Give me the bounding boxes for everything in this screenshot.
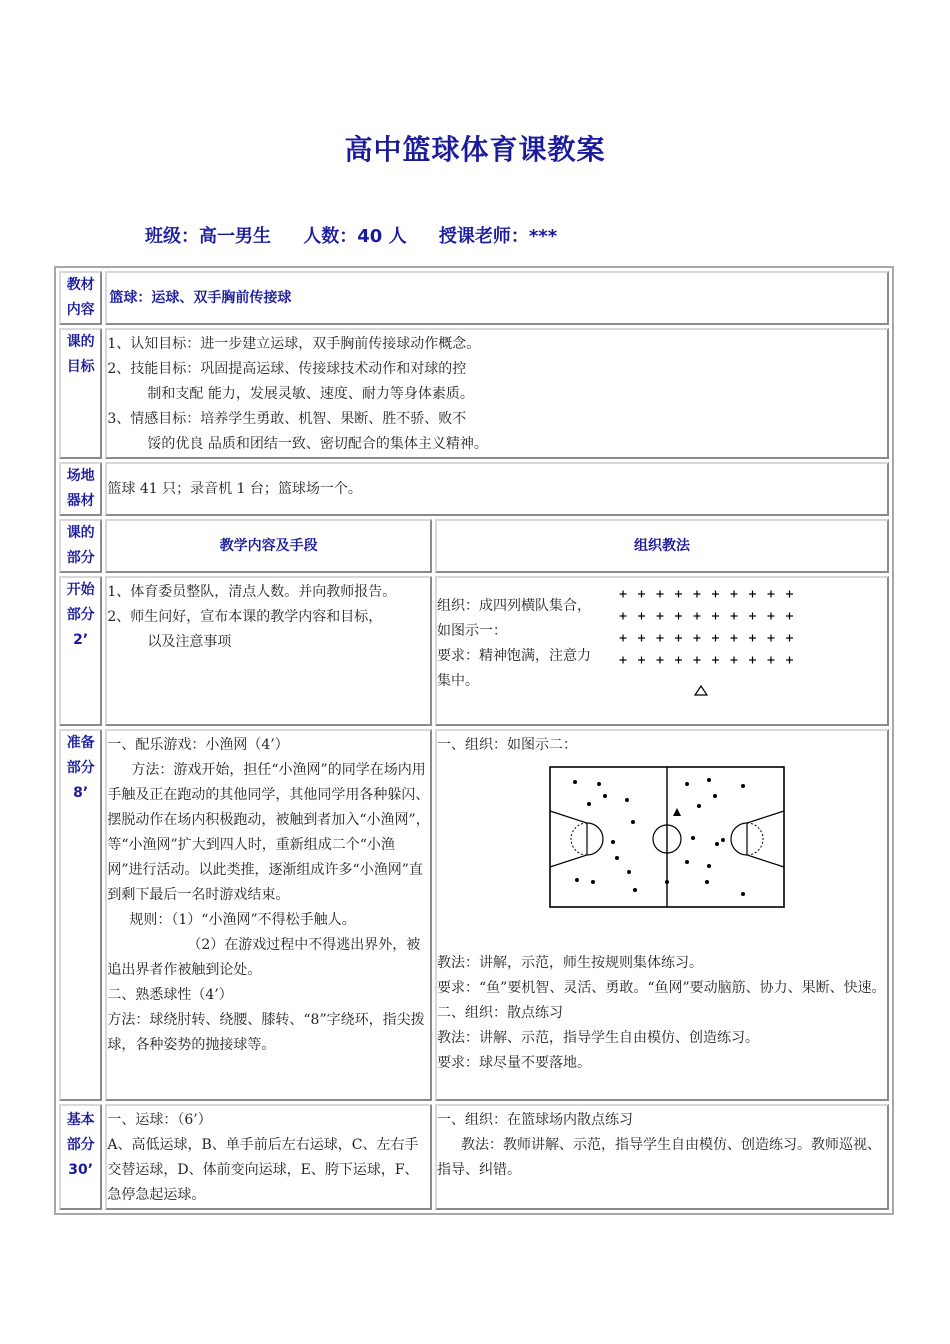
basic-org-line: 教法：教师讲解、示范，指导学生自由模仿、创造练习。教师巡视、指导、纠错。	[437, 1137, 881, 1178]
start-label: 开始部分	[66, 582, 95, 623]
basic-content	[105, 1104, 432, 1210]
goals-content	[105, 328, 889, 459]
court-left-arc-dashed	[571, 823, 587, 855]
student-count: 人数：40 人	[303, 226, 407, 247]
goal-line: 3、情感目标：培养学生勇敢、机智、果断、胜不骄、败不	[107, 411, 467, 427]
row-section-header	[59, 519, 889, 573]
student-cross-icon	[620, 613, 627, 620]
student-cross-icon	[731, 613, 738, 620]
court-left-arc	[587, 823, 603, 855]
venue-content: 篮球 41 只；录音机 1 台；篮球场一个。	[105, 462, 889, 516]
student-cross-icon	[694, 613, 701, 620]
student-cross-icon	[712, 635, 719, 642]
student-cross-icon	[731, 591, 738, 598]
student-cross-icon	[749, 613, 756, 620]
row-venue	[59, 462, 889, 516]
lesson-info	[145, 222, 557, 248]
student-cross-icon	[731, 635, 738, 642]
court-left-key	[550, 811, 587, 867]
student-cross-icon	[657, 657, 664, 664]
student-cross-icon	[768, 657, 775, 664]
court-right-arc	[731, 823, 747, 855]
student-cross-icon	[620, 635, 627, 642]
student-cross-icon	[620, 657, 627, 664]
start-org-line: 组织：成四列横队集合，	[437, 598, 591, 614]
student-cross-icon	[786, 591, 793, 598]
student-cross-icon	[694, 591, 701, 598]
prep-org-line: 要求：球尽量不要落地。	[437, 1055, 591, 1071]
prep-org-line: 教法：讲解、示范，指导学生自由模仿、创造练习。	[437, 1030, 759, 1046]
student-cross-icon	[675, 635, 682, 642]
basic-line: A、高低运球，B、单手前后左右运球，C、左右手交替运球，D、体前变向运球，E、胯下运球，F、急停急起运球。	[107, 1137, 419, 1203]
student-cross-icon	[675, 657, 682, 664]
material-content: 篮球：运球、双手胸前传接球	[105, 271, 889, 325]
student-cross-icon	[749, 591, 756, 598]
label-goals: 课的目标	[59, 328, 102, 459]
prep-content	[105, 729, 432, 1101]
student-cross-icon	[749, 635, 756, 642]
col-header-content: 教学内容及手段	[105, 519, 432, 573]
start-org-line: 要求：精神饱满，注意力	[437, 648, 591, 664]
lesson-plan-table	[54, 266, 894, 1215]
row-goals	[59, 328, 889, 459]
student-cross-icon	[657, 591, 664, 598]
basic-org	[435, 1104, 889, 1210]
prep-org-line: 二、组织：散点练习	[437, 1005, 563, 1021]
row-prep	[59, 729, 889, 1101]
goal-line: 制和支配 能力，发展灵敏、速度、耐力等身体素质。	[147, 386, 474, 402]
prep-org	[435, 729, 889, 1101]
prep-line: 一、配乐游戏：小渔网（4’）	[107, 737, 289, 753]
prep-line: 二、熟悉球性（4’）	[107, 987, 233, 1003]
basic-org-line: 一、组织：在篮球场内散点练习	[437, 1112, 633, 1128]
student-cross-icon	[768, 591, 775, 598]
student-cross-icon	[768, 635, 775, 642]
student-cross-icon	[749, 657, 756, 664]
prep-org-line: 一、组织：如图示二：	[437, 737, 577, 753]
page-title: 高中篮球体育课教案	[344, 133, 606, 166]
student-cross-icon	[712, 613, 719, 620]
basic-line: 一、运球：（6’）	[107, 1112, 212, 1128]
label-prep	[59, 729, 102, 1101]
court-right-arc-dashed	[747, 823, 763, 855]
start-time: 2’	[73, 632, 89, 648]
start-org-line: 集中。	[437, 673, 479, 689]
catcher-triangle-icon	[673, 808, 681, 816]
teacher-triangle-icon	[695, 686, 707, 695]
goal-line: 1、认知目标：进一步建立运球，双手胸前传接球动作概念。	[107, 336, 481, 352]
start-line: 以及注意事项	[147, 634, 232, 650]
student-cross-icon	[638, 657, 645, 664]
student-cross-icon	[675, 591, 682, 598]
student-cross-icon	[694, 635, 701, 642]
student-cross-icon	[638, 591, 645, 598]
start-org	[435, 576, 889, 726]
student-cross-icon	[786, 635, 793, 642]
formation-diagram	[617, 584, 817, 714]
student-cross-icon	[694, 657, 701, 664]
row-start	[59, 576, 889, 726]
prep-line: 规则：（1）“小渔网”不得松手触人。	[129, 912, 356, 928]
court-diagram	[549, 766, 789, 914]
prep-org-line: 教法：讲解，示范，师生按规则集体练习。	[437, 955, 703, 971]
goal-line: 馁的优良 品质和团结一致、密切配合的集体主义精神。	[147, 436, 488, 452]
label-start	[59, 576, 102, 726]
label-section: 课的部分	[59, 519, 102, 573]
student-cross-icon	[731, 657, 738, 664]
student-cross-icon	[657, 635, 664, 642]
basic-label: 基本部分	[66, 1112, 95, 1153]
student-cross-icon	[675, 613, 682, 620]
prep-line: （2）在游戏过程中不得逃出界外，被追出界者作被触到论处。	[107, 937, 421, 978]
start-line: 2、师生问好，宣布本课的教学内容和目标，	[107, 609, 383, 625]
start-line: 1、体育委员整队，清点人数。并向教师报告。	[107, 584, 397, 600]
student-cross-icon	[712, 591, 719, 598]
student-cross-icon	[620, 591, 627, 598]
prep-line: 方法：球绕肘转、绕腰、膝转、“8”字绕环，指尖拨球，各种姿势的抛接球等。	[107, 1012, 425, 1053]
student-cross-icon	[638, 635, 645, 642]
teacher-label: 授课老师：***	[438, 226, 558, 247]
basic-time: 30’	[68, 1162, 94, 1178]
start-content	[105, 576, 432, 726]
prep-org-line: 要求：“鱼”要机智、灵活、勇敢。“鱼网”要动脑筋、协力、果断、快速。	[437, 980, 886, 996]
prep-line: 方法：游戏开始，担任“小渔网”的同学在场内用手触及正在跑动的其他同学，其他同学用各种躲闪、摆脱动作在场内积极跑动，被触到者加入“小渔网”，等“小渔网”扩大到四人时，重新组成二个“小渔网”进行活动。以此类推，逐渐组成许多“小渔网”直到剩下最后一名时游戏结束。	[107, 762, 430, 903]
player-dots	[573, 778, 745, 896]
student-cross-icon	[657, 613, 664, 620]
student-cross-icon	[638, 613, 645, 620]
col-header-org: 组织教法	[435, 519, 889, 573]
court-right-key	[747, 811, 784, 867]
prep-time: 8’	[73, 785, 89, 801]
row-basic	[59, 1104, 889, 1210]
label-material: 教材内容	[59, 271, 102, 325]
student-cross-icon	[786, 657, 793, 664]
student-cross-icon	[768, 613, 775, 620]
student-cross-icon	[786, 613, 793, 620]
class-label: 班级：高一男生	[145, 226, 271, 247]
row-material	[59, 271, 889, 325]
student-cross-icon	[712, 657, 719, 664]
label-basic	[59, 1104, 102, 1210]
goal-line: 2、技能目标：巩固提高运球、传接球技术动作和对球的控	[107, 361, 467, 377]
label-venue: 场地器材	[59, 462, 102, 516]
start-org-line: 如图示一：	[437, 623, 507, 639]
prep-label: 准备部分	[66, 735, 95, 776]
